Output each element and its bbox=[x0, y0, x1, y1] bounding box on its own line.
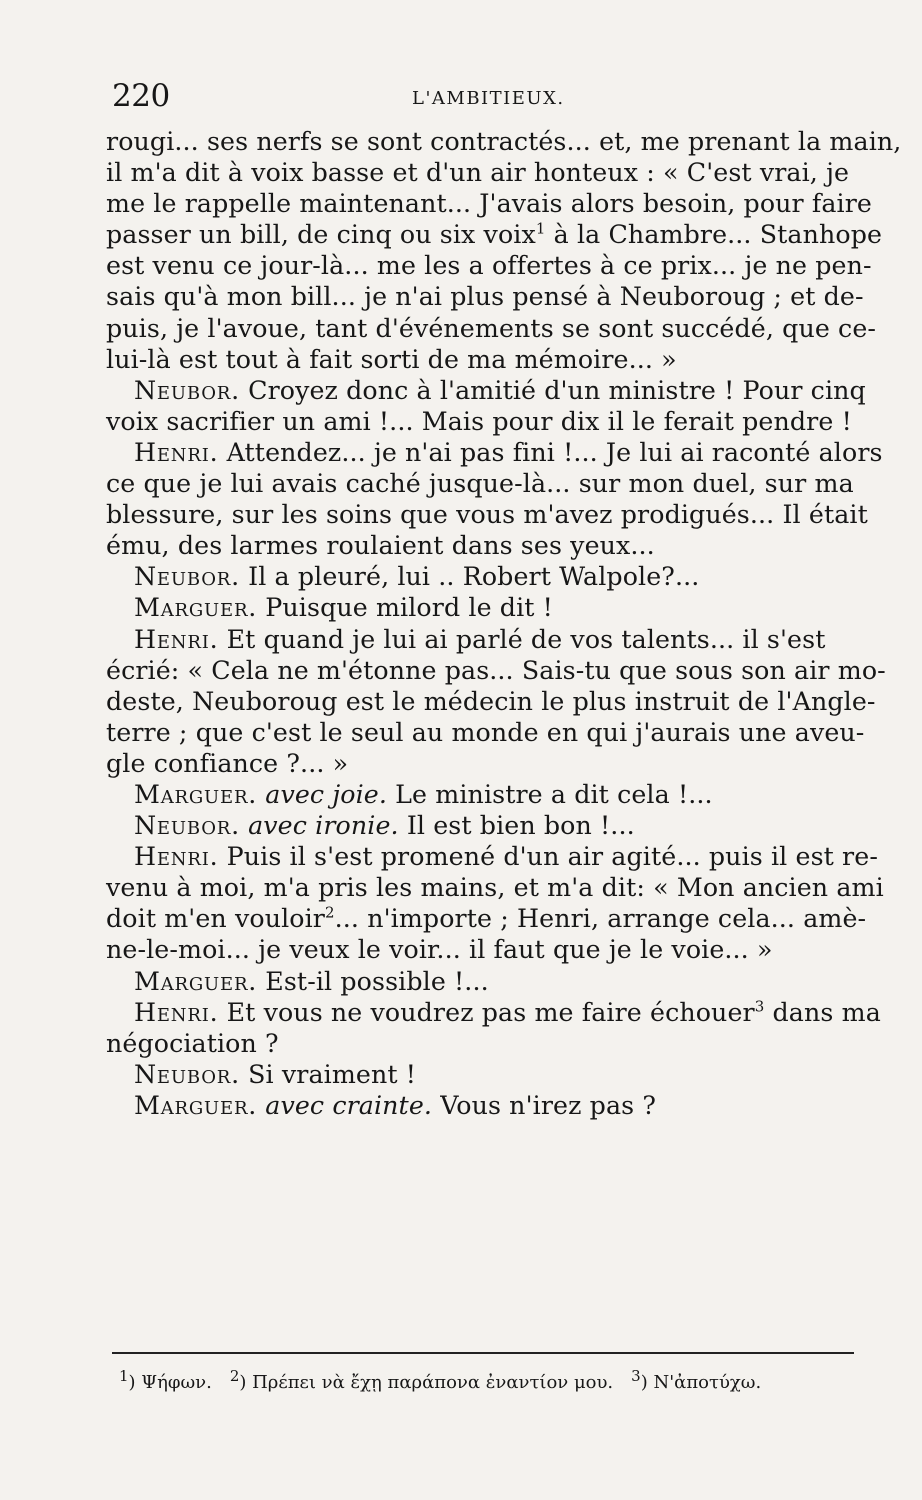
text-line: il m'a dit à voix basse et d'un air honteux : « C'est vrai, je bbox=[106, 158, 850, 188]
text-line: rougi... ses nerfs se sont contractés... et, me prenant la main, bbox=[106, 127, 902, 156]
text-line: gle confiance ?... » bbox=[106, 748, 349, 778]
text-line: ce que je lui avais caché jusque-là... sur mon duel, sur ma bbox=[106, 469, 854, 499]
speaker-name: Neubor. bbox=[134, 375, 240, 405]
footnote-marker: 2 bbox=[229, 1367, 240, 1385]
dialogue-text: Il a pleuré, lui .. Robert Walpole?... bbox=[239, 562, 700, 592]
dialogue-line bbox=[106, 810, 866, 841]
speaker-name: Henri. bbox=[134, 624, 219, 654]
dialogue-line bbox=[106, 1059, 866, 1090]
dialogue-text: Et vous ne voudrez pas me faire échouer bbox=[218, 997, 755, 1027]
dialogue-line bbox=[106, 841, 878, 872]
text-line: voix sacrifier un ami !... Mais pour dix il le ferait pendre ! bbox=[106, 406, 852, 436]
dialogue-text: Il est bien bon !... bbox=[398, 811, 635, 841]
text-line: puis, je l'avoue, tant d'événements se sont succédé, que ce- bbox=[106, 313, 877, 343]
dialogue-text: Et quand je lui ai parlé de vos talents... il s'est bbox=[218, 624, 826, 654]
page-number: 220 bbox=[112, 78, 170, 114]
footnote-divider bbox=[112, 1352, 854, 1354]
stage-direction: avec crainte. bbox=[257, 1090, 433, 1120]
text-fragment: à la Chambre... Stanhope bbox=[545, 220, 883, 250]
speaker-name: Marguer. bbox=[134, 593, 258, 623]
main-text bbox=[106, 126, 902, 1121]
dialogue-text: Croyez donc à l'amitié d'un ministre ! Pour cinq bbox=[239, 375, 866, 405]
speaker-name: Neubor. bbox=[134, 1059, 240, 1089]
text-line: lui-là est tout à fait sorti de ma mémoire... » bbox=[106, 344, 677, 374]
speaker-name: Marguer. bbox=[134, 966, 258, 996]
text-line bbox=[106, 903, 866, 934]
speaker-name: Henri. bbox=[134, 842, 219, 872]
footnote-reference: 3 bbox=[754, 997, 765, 1016]
footnote-reference: 1 bbox=[535, 219, 546, 238]
dialogue-text: Le ministre a dit cela !... bbox=[387, 779, 713, 809]
dialogue-line bbox=[106, 375, 866, 406]
text-line: me le rappelle maintenant... J'avais alors besoin, pour faire bbox=[106, 189, 872, 219]
running-title: L'AMBITIEUX. bbox=[412, 88, 565, 109]
dialogue-text: Puisque milord le dit ! bbox=[257, 593, 553, 623]
dialogue-text: Vous n'irez pas ? bbox=[432, 1090, 657, 1120]
speaker-name: Marguer. bbox=[134, 1090, 258, 1120]
text-line: terre ; que c'est le seul au monde en qui j'aurais une aveu- bbox=[106, 717, 865, 747]
text-fragment: doit m'en vouloir bbox=[106, 904, 325, 934]
dialogue-line bbox=[106, 437, 883, 468]
stage-direction: avec joie. bbox=[257, 779, 388, 809]
text-line: est venu ce jour-là... me les a offertes à ce prix... je ne pen- bbox=[106, 251, 872, 281]
text-line: négociation ? bbox=[106, 1028, 279, 1058]
footnotes bbox=[119, 1367, 839, 1395]
dialogue-line bbox=[106, 1090, 866, 1121]
text-fragment: passer un bill, de cinq ou six voix bbox=[106, 220, 536, 250]
dialogue-line bbox=[106, 779, 866, 810]
text-fragment: ... n'importe ; Henri, arrange cela... amè- bbox=[334, 904, 867, 934]
dialogue-text: Attendez... je n'ai pas fini !... Je lui ai raconté alors bbox=[218, 437, 883, 467]
text-line: ne-le-moi... je veux le voir... il faut que je le voie... » bbox=[106, 935, 773, 965]
speaker-name: Marguer. bbox=[134, 779, 258, 809]
footnote-reference: 2 bbox=[324, 903, 335, 922]
text-line bbox=[106, 219, 883, 250]
speaker-name: Neubor. bbox=[134, 811, 240, 841]
dialogue-text: dans ma bbox=[764, 997, 881, 1027]
footnote-text: ) Ψήφων. bbox=[128, 1372, 212, 1393]
speaker-name: Henri. bbox=[134, 997, 219, 1027]
text-line: blessure, sur les soins que vous m'avez prodigués... Il était bbox=[106, 500, 868, 530]
stage-direction: avec ironie. bbox=[239, 811, 399, 841]
dialogue-text: Puis il s'est promené d'un air agité... puis il est re- bbox=[218, 842, 878, 872]
footnote-text: ) Πρέπει νὰ ἔχῃ παράπονα ἐναντίον μου. bbox=[239, 1372, 614, 1393]
dialogue-line bbox=[106, 561, 866, 592]
text-line: écrié: « Cela ne m'étonne pas... Sais-tu que sous son air mo- bbox=[106, 655, 886, 685]
speaker-name: Neubor. bbox=[134, 562, 240, 592]
text-line: venu à moi, m'a pris les mains, et m'a dit: « Mon ancien ami bbox=[106, 873, 884, 903]
dialogue-line bbox=[106, 592, 866, 623]
dialogue-line bbox=[106, 624, 866, 655]
text-line: ému, des larmes roulaient dans ses yeux... bbox=[106, 531, 655, 561]
footnote-marker: 1 bbox=[119, 1367, 129, 1385]
dialogue-line bbox=[106, 966, 866, 997]
dialogue-text: Si vraiment ! bbox=[239, 1059, 417, 1089]
dialogue-text: Est-il possible !... bbox=[257, 966, 489, 996]
footnote-text: ) Ν'ἀποτύχω. bbox=[640, 1372, 762, 1393]
speaker-name: Henri. bbox=[134, 437, 219, 467]
text-line: deste, Neuboroug est le médecin le plus instruit de l'Angle- bbox=[106, 686, 876, 716]
page-header bbox=[112, 78, 812, 118]
text-line: sais qu'à mon bill... je n'ai plus pensé à Neuboroug ; et de- bbox=[106, 282, 864, 312]
footnote-marker: 3 bbox=[631, 1367, 641, 1385]
dialogue-line bbox=[106, 997, 881, 1028]
